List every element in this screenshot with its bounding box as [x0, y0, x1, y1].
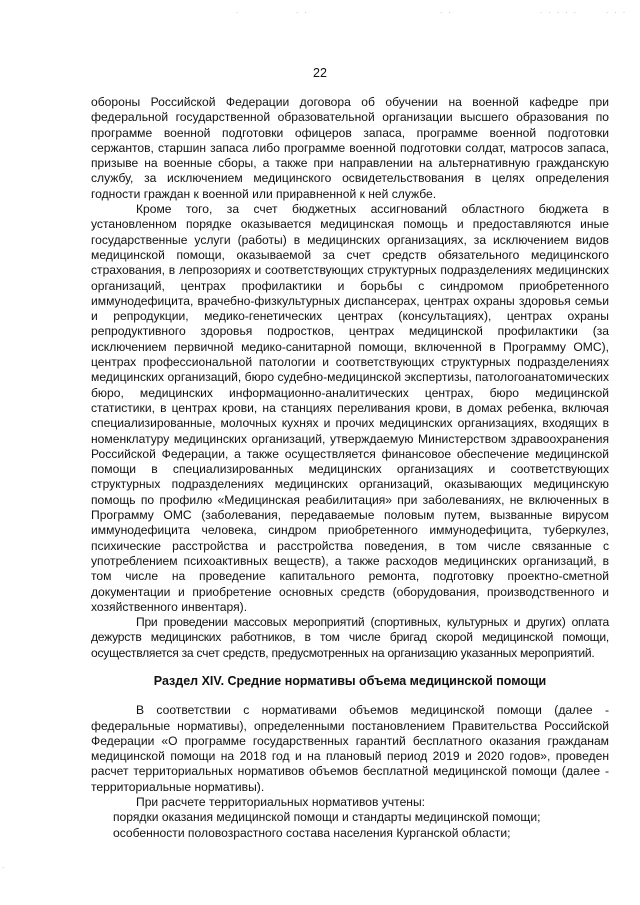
document-body [91, 95, 609, 841]
paragraph-federal-norms: В соответствии с нормативами объемов медицинской помощи (далее - федеральные нормативы), определенными постановлением Правительства Российской Федерации «О программе государственных гарантий бесплатного оказания гражданам медицинской помощи на 2018 год и на плановый период 2019 и 2020 годов», проведен расчет территориальных нормативов объемов бесплатной медицинской помощи (далее - территориальные нормативы). [91, 703, 609, 794]
scan-artifacts: . . . . . . . . . . . . . [236, 6, 628, 15]
list-item: особенности половозрастного состава населения Курганской области; [113, 825, 511, 840]
page-number: 22 [313, 66, 327, 80]
list-item: порядки оказания медицинской помощи и стандарты медицинской помощи; [113, 810, 541, 825]
section-heading: Раздел XIV. Средние нормативы объема медицинской помощи [153, 673, 547, 688]
scan-artifact-mark: . [2, 860, 5, 870]
paragraph-mass-events: При проведении массовых мероприятий (спортивных, культурных и других) оплата дежурств медицинских работников, в том числе бригад скорой медицинской помощи, осуществляется за счет средств, предусмотренных на организацию указанных мероприятий. [91, 615, 609, 660]
paragraph-continuation: обороны Российской Федерации договора об обучении на военной кафедре при федеральной государственной образовательной организации высшего образования по программе военной подготовки офицеров запаса, программе военной подготовки сержантов, старшин запаса либо программе военной подготовки солдат, матросов запаса, призыве на военные сборы, а также при направлении на альтернативную гражданскую службу, за исключением медицинского освидетельствования в целях определения годности граждан к военной или приравненной к ней службе. [91, 95, 609, 201]
paragraph-regional-budget: Кроме того, за счет бюджетных ассигнований областного бюджета в установленном порядке оказывается медицинская помощь и предоставляются иные государственные услуги (работы) в медицинских организациях, за исключением видов медицинской помощи, оказываемой за счет средств обязательного медицинского страхования, в лепрозориях и соответствующих структурных подразделениях медицинских организаций, центрах профилактики и борьбы с синдромом приобретенного иммунодефицита, врачебно-физкультурных диспансерах, центрах охраны здоровья семьи и репродукции, медико-генетических центрах (консультациях), центрах охраны репродуктивного здоровья подростков, центрах медицинской профилактики (за исключением первичной медико-санитарной помощи, включенной в Программу ОМС), центрах профессиональной патологии и соответствующих структурных подразделениях медицинских организаций, бюро судебно-медицинской экспертизы, патологоанатомических бюро, медицинских информационно-аналитических центрах, бюро медицинской статистики, в центрах крови, на станциях переливания крови, в домах ребенка, включая специализированные, молочных кухнях и прочих медицинских организациях, входящих в номенклатуру медицинских организаций, утверждаемую Министерством здравоохранения Российской Федерации, а также осуществляется финансовое обеспечение медицинской помощи в специализированных медицинских организациях и соответствующих структурных подразделениях медицинских организаций, оказывающих медицинскую помощь по профилю «Медицинская реабилитация» при заболеваниях, не включенных в Программу ОМС (заболевания, передаваемые половым путем, вызванные вирусом иммунодефицита человека, синдром приобретенного иммунодефицита, туберкулез, психические расстройства и расстройства поведения, в том числе связанные с употреблением психоактивных веществ), а также расходов медицинских организаций, в том числе на проведение капитального ремонта, подготовку проектно-сметной документации и приобретение основных средств (оборудования, производственного и хозяйственного инвентаря). [91, 202, 609, 614]
paragraph-calculation-intro: При расчете территориальных нормативов учтены: [136, 795, 426, 810]
